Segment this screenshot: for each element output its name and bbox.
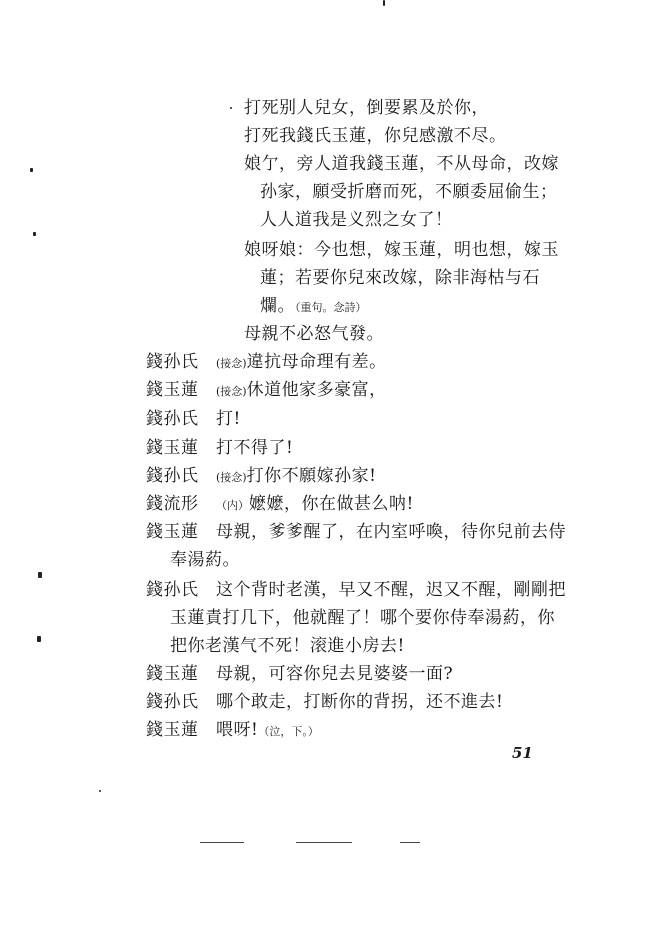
dialogue-text: 喂呀! bbox=[216, 720, 259, 740]
speaker-name: 錢玉蓮 bbox=[146, 664, 199, 684]
scan-speck bbox=[383, 0, 385, 6]
dialogue-text: 違抗母命理有差。 bbox=[246, 352, 387, 372]
lyric-line: 打死我錢氏玉蓮，你兒感激不尽。 bbox=[244, 126, 507, 146]
lyric-line: 娘亇，旁人道我錢玉蓮，不从母命，改嫁 bbox=[244, 154, 559, 174]
dialogue-text: 打你不願嫁孙家! bbox=[246, 466, 377, 486]
scan-speck bbox=[230, 107, 232, 109]
dialogue-line bbox=[146, 466, 376, 488]
dialogue-text: 打不得了! bbox=[216, 438, 294, 458]
scan-speck bbox=[37, 636, 41, 642]
dialogue-line bbox=[146, 409, 241, 429]
speaker-name: 錢流形 bbox=[146, 494, 199, 514]
dialogue-line bbox=[146, 494, 414, 516]
speaker-name: 錢玉蓮 bbox=[146, 438, 199, 458]
scan-speck bbox=[38, 572, 42, 578]
dialogue-line bbox=[146, 352, 387, 374]
stage-direction: (接念) bbox=[216, 471, 247, 484]
stage-direction: （内） bbox=[216, 499, 249, 512]
dialogue-text: 打! bbox=[216, 409, 241, 429]
stage-direction: (接念) bbox=[216, 357, 247, 370]
speaker-name: 錢玉蓮 bbox=[146, 720, 199, 740]
dialogue-line bbox=[146, 438, 293, 458]
scan-artifact bbox=[200, 842, 244, 843]
lyric-line: 蓮；若要你兒來改嫁，除非海枯与石 bbox=[260, 268, 540, 288]
dialogue-text: 这个背时老漢，早又不醒，迟又不醒，剛剛把 bbox=[216, 580, 566, 600]
speaker-name: 錢孙氏 bbox=[146, 409, 199, 429]
dialogue-line bbox=[146, 692, 503, 712]
scan-speck bbox=[99, 790, 101, 792]
dialogue-line bbox=[146, 580, 566, 600]
lyric-line: 娘呀娘：今也想，嫁玉蓮，明也想，嫁玉 bbox=[244, 240, 559, 260]
speaker-name: 錢孙氏 bbox=[146, 580, 199, 600]
stage-direction: （重句。念詩） bbox=[295, 301, 367, 314]
dialogue-text: 母親，爹爹醒了，在内室呼喚，待你兒前去侍 bbox=[216, 522, 566, 542]
speaker-name: 錢孙氏 bbox=[146, 692, 199, 712]
dialogue-text: 哪个敢走，打断你的背拐，还不進去! bbox=[216, 692, 504, 712]
stage-direction: （泣，下。） bbox=[258, 725, 319, 738]
dialogue-line bbox=[146, 380, 387, 402]
lyric-line: 打死别人兒女，倒要累及於你， bbox=[244, 98, 489, 118]
lyric-text: 爛。 bbox=[260, 296, 295, 316]
lyric-line: 母親不必怒气發。 bbox=[244, 324, 384, 344]
dialogue-continuation: 奉湯葯。 bbox=[170, 550, 240, 570]
scan-artifact bbox=[400, 842, 420, 843]
speaker-name: 錢孙氏 bbox=[146, 352, 199, 372]
dialogue-text: 休道他家多豪富， bbox=[246, 380, 387, 400]
lyric-line: 人人道我是义烈之女了！ bbox=[260, 210, 453, 230]
scan-artifact bbox=[296, 842, 352, 843]
speaker-name: 錢孙氏 bbox=[146, 466, 199, 486]
scan-speck bbox=[33, 232, 36, 236]
dialogue-text: 嬷嬷，你在做甚么呐! bbox=[249, 494, 414, 514]
speaker-name: 錢玉蓮 bbox=[146, 380, 199, 400]
dialogue-line bbox=[146, 664, 453, 684]
speaker-name: 錢玉蓮 bbox=[146, 522, 199, 542]
dialogue-continuation: 把你老漢气不死！滚進小房去! bbox=[170, 636, 405, 656]
dialogue-continuation: 玉蓮責打几下，他就醒了！哪个要你侍奉湯葯，你 bbox=[170, 608, 555, 628]
dialogue-line bbox=[146, 720, 319, 742]
dialogue-text: 母親，可容你兒去見婆婆一面? bbox=[216, 664, 454, 684]
lyric-line bbox=[260, 296, 367, 318]
dialogue-line bbox=[146, 522, 566, 542]
page-number: 51 bbox=[512, 744, 533, 762]
stage-direction: (接念) bbox=[216, 385, 247, 398]
lyric-line: 孙家，願受折磨而死，不願委屈偷生； bbox=[260, 182, 558, 202]
scan-speck bbox=[30, 168, 33, 172]
